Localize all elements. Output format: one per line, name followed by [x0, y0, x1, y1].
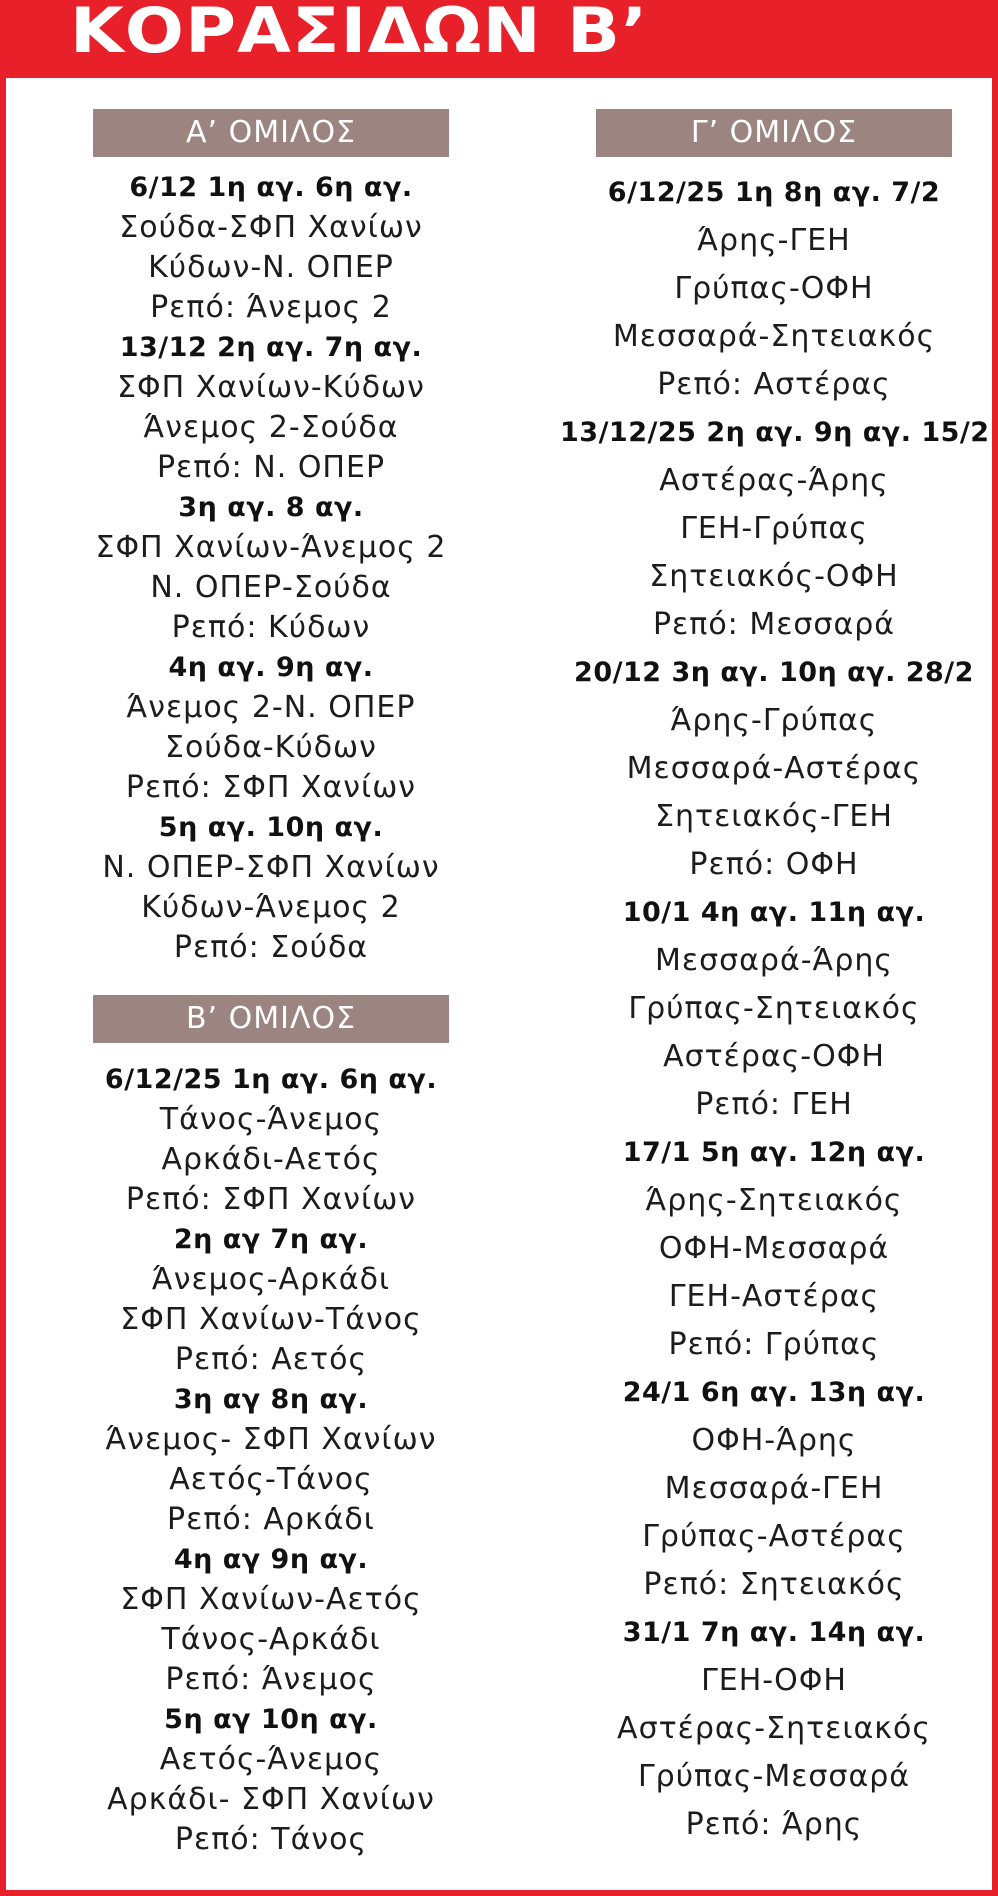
fixture-line: Άνεμος 2-Ν. ΟΠΕΡ [126, 690, 416, 725]
fixture-line: Άνεμος- ΣΦΠ Χανίων [105, 1422, 437, 1457]
fixture-line: Ρεπό: ΣΦΠ Χανίων [125, 1182, 417, 1217]
round-heading: 24/1 6η αγ. 13η αγ. [622, 1377, 926, 1408]
group-c-header: Γ’ ΟΜΙΛΟΣ [596, 109, 952, 157]
title-banner [0, 0, 998, 78]
group-b-schedule [70, 1060, 472, 1860]
fixture-line: Άνεμος 2-Σούδα [143, 410, 399, 445]
fixture-line: Ρεπό: Σητειακός [643, 1567, 905, 1602]
fixture-line: Ρεπό: Άνεμος [165, 1662, 377, 1697]
fixture-line: Σητειακός-ΟΦΗ [649, 559, 899, 594]
fixture-line: Αρκάδι-Αετός [161, 1142, 381, 1177]
fixture-line: ΓΕΗ-ΟΦΗ [701, 1663, 847, 1698]
round-heading: 13/12 2η αγ. 7η αγ. [119, 332, 423, 363]
fixture-line: Τάνος-Αρκάδι [161, 1622, 381, 1657]
fixture-line: Ρεπό: Αετός [174, 1342, 368, 1377]
fixture-line: Ρεπό: ΣΦΠ Χανίων [125, 770, 417, 805]
fixture-line: Ν. ΟΠΕΡ-ΣΦΠ Χανίων [102, 850, 440, 885]
group-a-header: Α’ ΟΜΙΛΟΣ [93, 109, 449, 157]
round-heading: 17/1 5η αγ. 12η αγ. [622, 1137, 926, 1168]
fixture-line: Μεσσαρά-Άρης [655, 943, 893, 978]
round-heading: 2η αγ 7η αγ. [173, 1224, 369, 1255]
fixture-line: Ρεπό: Ν. ΟΠΕΡ [156, 450, 386, 485]
round-heading: 4η αγ 9η αγ. [173, 1544, 369, 1575]
fixture-line: Σούδα-Κύδων [165, 730, 377, 765]
fixture-line: Μεσσαρά-ΓΕΗ [664, 1471, 884, 1506]
fixture-line: Άνεμος-Αρκάδι [151, 1262, 391, 1297]
fixture-line: Μεσσαρά-Σητειακός [612, 319, 936, 354]
fixture-line: Άρης-ΓΕΗ [697, 223, 851, 258]
fixture-line: Σούδα-ΣΦΠ Χανίων [119, 210, 423, 245]
fixture-line: Αρκάδι- ΣΦΠ Χανίων [107, 1782, 435, 1817]
fixture-line: Ρεπό: Άρης [685, 1807, 863, 1842]
fixture-line: Ρεπό: Αστέρας [657, 367, 891, 402]
fixture-line: Ν. ΟΠΕΡ-Σούδα [150, 570, 392, 605]
fixture-line: Γρύπας-Αστέρας [642, 1519, 906, 1554]
round-heading: 5η αγ 10η αγ. [164, 1704, 378, 1735]
fixture-line: Αστέρας-Άρης [659, 463, 889, 498]
fixture-line: Ρεπό: Σούδα [173, 930, 369, 965]
fixture-line: Ρεπό: Αρκάδι [167, 1502, 375, 1537]
fixture-line: Αετός-Τάνος [169, 1462, 373, 1497]
group-c-schedule [560, 169, 988, 1849]
page-title: ΚΟΡΑΣΙΔΩΝ Β’ [70, 0, 649, 67]
fixture-line: Ρεπό: Μεσσαρά [652, 607, 896, 642]
fixture-line: Μεσσαρά-Αστέρας [626, 751, 922, 786]
fixture-line: Αστέρας-ΟΦΗ [663, 1039, 885, 1074]
round-heading: 31/1 7η αγ. 14η αγ. [622, 1617, 926, 1648]
fixture-line: Γρύπας-Σητειακός [628, 991, 920, 1026]
round-heading: 10/1 4η αγ. 11η αγ. [622, 897, 926, 928]
fixture-line: Γρύπας-ΟΦΗ [674, 271, 874, 306]
group-a-schedule [70, 168, 472, 968]
fixture-line: Σητειακός-ΓΕΗ [655, 799, 893, 834]
round-heading: 6/12 1η αγ. 6η αγ. [129, 172, 413, 203]
fixture-line: Αετός-Άνεμος [159, 1742, 383, 1777]
round-heading: 13/12/25 2η αγ. 9η αγ. 15/2 [560, 417, 990, 448]
fixture-line: Κύδων-Άνεμος 2 [141, 890, 401, 925]
fixture-line: Άρης-Σητειακός [645, 1183, 903, 1218]
fixture-line: Ρεπό: Άνεμος 2 [150, 290, 392, 325]
round-heading: 5η αγ. 10η αγ. [158, 812, 384, 843]
fixture-line: ΓΕΗ-Αστέρας [668, 1279, 880, 1314]
fixture-line: ΟΦΗ-Άρης [691, 1423, 857, 1458]
fixture-line: Τάνος-Άνεμος [159, 1102, 383, 1137]
fixture-line: ΣΦΠ Χανίων-Άνεμος 2 [95, 530, 447, 565]
fixture-line: ΟΦΗ-Μεσσαρά [658, 1231, 890, 1266]
round-heading: 20/12 3η αγ. 10η αγ. 28/2 [574, 657, 974, 688]
fixture-line: Ρεπό: ΟΦΗ [689, 847, 859, 882]
fixture-line: Κύδων-Ν. ΟΠΕΡ [148, 250, 394, 285]
fixture-line: Άρης-Γρύπας [670, 703, 878, 738]
fixture-line: ΓΕΗ-Γρύπας [680, 511, 868, 546]
group-b-header: Β’ ΟΜΙΛΟΣ [93, 995, 449, 1043]
fixture-line: Γρύπας-Μεσσαρά [637, 1759, 911, 1794]
fixture-line: ΣΦΠ Χανίων-Αετός [120, 1582, 422, 1617]
round-heading: 3η αγ. 8 αγ. [178, 492, 364, 523]
round-heading: 6/12/25 1η αγ. 6η αγ. [104, 1064, 438, 1095]
fixture-line: Αστέρας-Σητειακός [617, 1711, 931, 1746]
round-heading: 3η αγ 8η αγ. [173, 1384, 369, 1415]
fixture-line: ΣΦΠ Χανίων-Κύδων [117, 370, 425, 405]
fixture-line: ΣΦΠ Χανίων-Τάνος [120, 1302, 422, 1337]
round-heading: 6/12/25 1η 8η αγ. 7/2 [607, 177, 941, 208]
fixture-line: Ρεπό: Τάνος [174, 1822, 368, 1857]
round-heading: 4η αγ. 9η αγ. [168, 652, 374, 683]
fixture-line: Ρεπό: Γρύπας [668, 1327, 880, 1362]
fixture-line: Ρεπό: Κύδων [171, 610, 371, 645]
fixture-line: Ρεπό: ΓΕΗ [695, 1087, 853, 1122]
